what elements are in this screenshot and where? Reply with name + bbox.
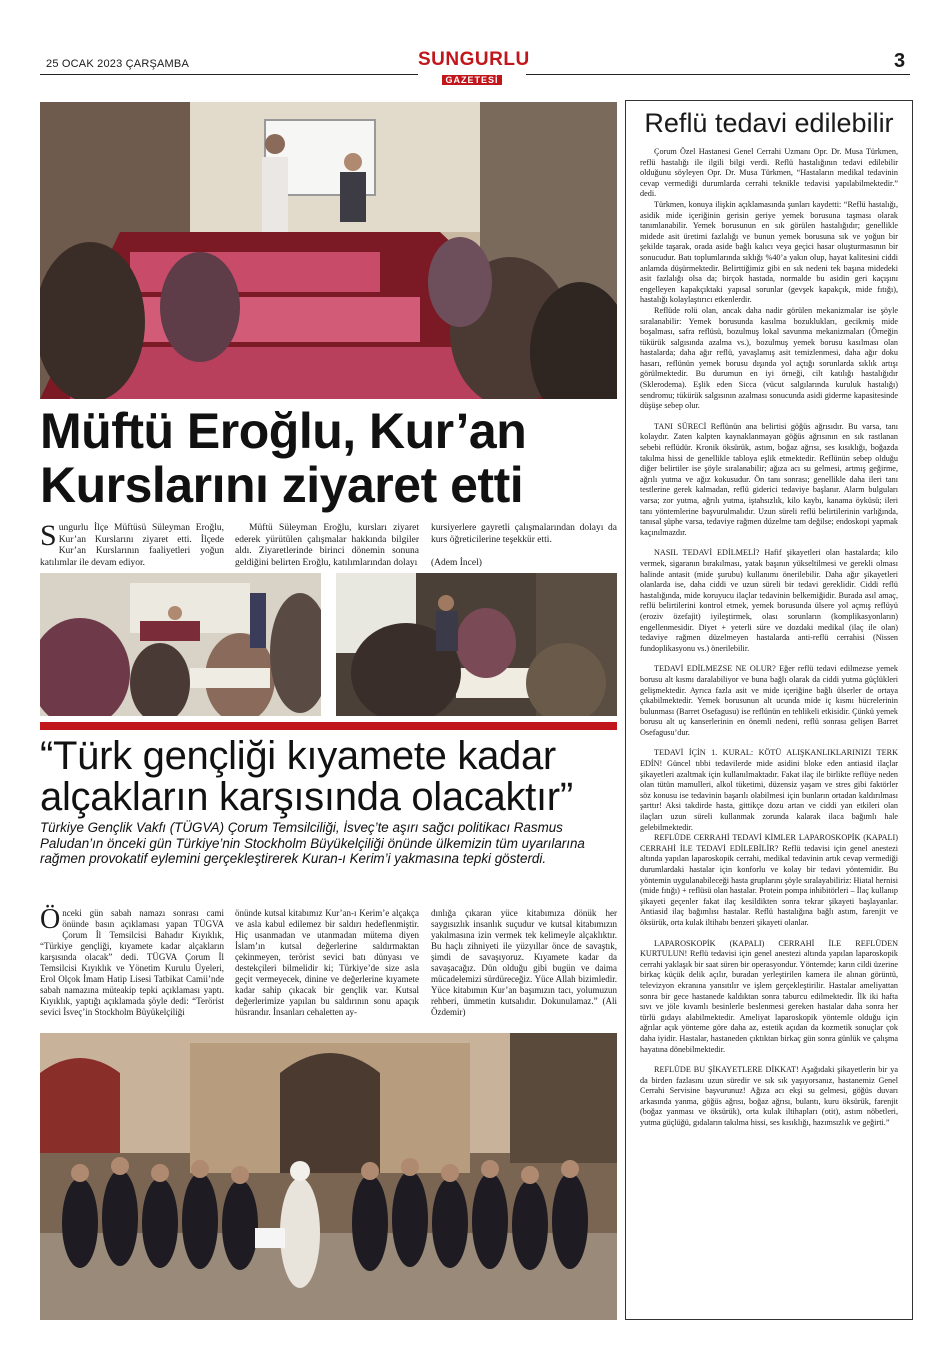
story2-dropcap: Ö xyxy=(40,904,61,935)
story1-byline: (Adem İncel) xyxy=(431,558,482,569)
issue-date: 25 OCAK 2023 ÇARŞAMBA xyxy=(46,58,189,70)
story2-headline: “Türk gençliği kıyamete kadar alçakların karşısında olacaktır” xyxy=(40,734,573,819)
story2-col2-text: önünde kutsal kitabımız Kur’an-ı Kerim’e alçakça ve asla kabul edilemez bir saldırı hedeflenmiştir. Hiç usanmadan ve utanmadan mütema diyen İslam’ın kutsal değerlerine saldırmaktan çekinmeyen, terörist sevici batı dünyası ve destekçileri bilmelidir ki; Türkiye’de size asla geçit vermeyecek, dinine ve değerlerine kıyamete kadar sahip çıkacak bir gençlik var. Kutsal değerlerimize yapılan bu saldırının sonu apaçık hüsrandır. İnsanları cehaletten ay- xyxy=(235,908,419,1017)
story1-col1-text: ungurlu İlçe Müftüsü Süleyman Eroğlu, Kur’an Kurslarını ziyaret etti. İlçede Kur’an Kurslarının faaliyetleri yoğun katılımlar ile devam ediyor. xyxy=(40,523,224,568)
story1-col2 xyxy=(235,523,419,569)
sidebar-paragraph: REFLÜDE BU ŞİKAYETLERE DİKKAT! Aşağıdaki şikayetlerin bir ya da birden fazlasını uzun süredir ve sık sık yaşıyorsanız, hastanemiz Genel Cerrahi Servisine başvurunuz! Ağıza acı ekşi su gelmesi, göğüs duvarı arkasında yanma, göğüs ağrısı, boğaz ağrısı, bulantı, kuru öksürük, farenjit (boğaz yanması ve öksürük), orta kulak iltihapları (otit), astım nöbetleri, yutma güçlüğü, gıdaların takılma hissi, ses kısıklığı, hazımsızlık ve geğirti.” xyxy=(640,1065,898,1128)
masthead-subtitle: GAZETESİ xyxy=(442,75,501,85)
story1-col3 xyxy=(431,523,617,570)
story2-col2 xyxy=(235,908,419,1018)
classroom-photo xyxy=(40,102,617,399)
sidebar-paragraph: TEDAVİ EDİLMEZSE NE OLUR? Eğer reflü tedavi edilmezse yemek borusu alt kısmı daralabiliyor ve buna bağlı olarak da ciddi yutma güçlükleri gelişmektedir. Ayrıca fazla asit ve mide içeriğine bağlı ülserler de ortaya çıkabilmektedir. Yemek borusunun alt ucunda mide iç kısmı hücrelerinin bulunması (Barret Osefagusu) ise reflünün en tehlikeli etkisidir. Çünkü yemek borusu alt uç kanserlerinin en önemli nedeni, reflü sonrası gelişen Barret Osefagusu’dur. xyxy=(640,664,898,737)
masthead-logo xyxy=(418,49,530,86)
page-number: 3 xyxy=(894,50,906,72)
sidebar-paragraph: LAPAROSKOPİK (KAPALI) CERRAHİ İLE REFLÜDEN KURTULUN! Reflü tedavisi için genel anestezi altında yapılan laparoskopik cerrahi yaklaşık bir saat süren bir operasyondur. Yöntemde; karın cildi üzerine birkaç küçük delik açılır, buradan yerleştirilen kamera ile alınan görüntü, televizyon ekranına yansıtılır ve işlem gerçekleştirilir. Hastalar ameliyattan sonra bir gece hastanede kaldıktan sonra taburcu edilmektedir. İlk iki hafta sıvı ve jöle kıvamlı besinlerle beslenmesi gereken hastalar daha sonra her türlü gıdayı alabilmektedir. Ameliyat laparoskopik yöntemle olduğu için ağrılar açık yönteme göre daha az, estetik açıdan da kozmetik sonuçlar çok daha iyidir. Hastalar, hastaneden çıktıktan birkaç gün sonra günlük ve çalışma hayatına dönebilmektedir. xyxy=(640,938,898,1054)
story1-col1 xyxy=(40,519,224,569)
mosque-group-photo xyxy=(40,1033,617,1320)
classroom-photo-3 xyxy=(336,573,617,716)
sidebar-paragraph: TANI SÜRECİ Reflünün ana belirtisi göğüs ağrısıdır. Bu varsa, tanı kolaydır. Zaten kalpten kaynaklanmayan göğüs ağrısının en sık rastlanan sebebi reflüdür. Kronik öksürük, astım, boğaz ağrısı, ses kısıklığı, boğazda takılma hissi de genellikle tabloya eşlik etmektedir. Reflünün sebep olduğu diğer belirtiler ise şöyle sıralanabilir; ağıza acı su gelmesi, artmış geğirme, ağrılı yutma ve ağız kokusudur. Ön tanı sonrası; genellikle daha ileri tanı testlerine gerek kalmadan, reflü giderici tedaviye başlanır. Alarm bulguları varsa; zor yutma, ağrılı yutma, iştahsızlık, kilo kaybı, kanama öyküsü; ileri tanı yöntemlerine başvurulmalıdır. Uzun süreli reflü belirtilerinin varlığında, tanısal şüphe varsa, tedaviye rağmen düzelme tam değilse; endoskopi yapmak kaçınılmazdır. xyxy=(640,421,898,537)
masthead-title: SUNGURLU xyxy=(418,49,530,70)
sidebar-paragraph: Çorum Özel Hastanesi Genel Cerrahi Uzmanı Opr. Dr. Musa Türkmen, reflü hastalığı ile ilgili bilgi verdi. Reflü hastalığının tedavi edilebilir olduğunu söyleyen Opr. Dr. Musa Türkmen, “Hastaların medikal tedavinin cevap vermediği durumlarda cerrahi teknikle tedavisi yapılabilmektedir.” dedi. xyxy=(640,147,898,199)
sidebar-title: Reflü tedavi edilebilir xyxy=(644,108,894,138)
sidebar-paragraph: REFLÜDE CERRAHİ TEDAVİ KİMLER LAPAROSKOPİK (KAPALI) CERRAHİ İLE TEDAVİ EDİLEBİLİR? Reflü tedavisi için genel anestezi altında yapılan laparoskopik cerrahi, medikal tedavinin artık cevap vermediği durumlardaki hastalar için konforlu ve kolay bir tedavi yöntemidir. Bu yöntemin uygulanabileceği hasta gruplarını şöyle sıralayabiliriz: Hiatal hernisi (mide fıtığı) + reflüsü olan hastalar. Protein pompa inhibitörleri – İlaç kullanıp şikayeti geçenler fakat ilaç kesildikten sonra tekrar şikayeti başlayanlar. Antiasid ilaç bağımlısı hastalar. Reflü hastalığına bağlı astım, farenjit ve öksürük, orta kulak iltihabı benzeri şikayeti olanlar. xyxy=(640,833,898,927)
section-divider xyxy=(40,722,617,730)
story2-subhead: Türkiye Gençlik Vakfı (TÜGVA) Çorum Temsilciliği, İsveç’te aşırı sağcı politikacı Rasmus Paludan’ın önceki gün Türkiye’nin Stockholm Büyükelçiliği önünde ülkemizin tüm uyarılarına rağmen provokatif eylemini gerçekleştirerek Kuran-ı Kerim’i yakmasına tepki gösterdi. xyxy=(40,820,585,867)
sidebar-paragraph: TEDAVİ İÇİN 1. KURAL: KÖTÜ ALIŞKANLIKLARINIZI TERK EDİN! Güncel tıbbi tedavilerde mide asidini bloke eden antiasid ilaçlar şikayetleri azaltmak için kullanılmaktadır. Fakat ilaç ile birlikte reflüye neden olan tütün mamulleri, alkol tüketimi, düzensiz yaşam ve stres gibi faktörler söz konusu ise tedavinin başarılı olabilmesi için bunların ortadan kaldırılması şarttır! Aksi takdirde hasta, gittikçe dozu artan ve ciddi yan etkileri olan ilaçları uzun süreli kullanmak zorunda kalarak ilaca bağımlı hale gelebilmektedir. xyxy=(640,748,898,832)
story1-dropcap: S xyxy=(40,519,57,552)
story1-col3-text: kursiyerlere gayretli çalışmalarından dolayı da kurs öğreticilerine teşekkür etti. xyxy=(431,523,617,545)
story1-col2-text: Müftü Süleyman Eroğlu, kursları ziyaret ederek yürütülen çalışmalar hakkında bilgiler aldı. Ziyaretlerinde birinci dönemin sonuna geldiğini belirten Eroğlu, katılımlarından dolayı xyxy=(235,523,419,568)
story2-col3-text: dınlığa çıkaran yüce kitabımıza dönük her saygısızlık insanlık suçudur ve kutsal kitabımızın yakılmasına izin vermek tek kelimeyle alçaklıktır. Bu haçlı zihniyeti ile yüzyıllar önce de savaştık, şimdi de savaşıyoruz. Kıyamete kadar da savaşacağız. Dün olduğu gibi bugün ve daima mücadelemizi sürdüreceğiz. Yüce Allah bizimledir. Yüce kitabımın Kur’an başımızın tacı, yolumuzun rehberi, ümmetin kutsalıdır. Dokunulamaz.” (Ali Özdemir) xyxy=(431,908,617,1017)
sidebar-paragraph: NASIL TEDAVİ EDİLMELİ? Hafif şikayetleri olan hastalarda; kilo vermek, sigaranın bırakılması, yatak başının yükseltilmesi ve gerekli olması halinde antasit (mide şurubu) kullanımı önerilebilir. Daha ağır şikayetleri olanlarda ise, daha ciddi ve uzun süreli bir tedavi gereklidir. Ciddi reflü hastalığında, mide koruyucu ilaçlar tedavinin belkemiğidir. Burada asıl amaç, reflü belirtilerini kontrol etmek, yemek borusunda ülsere yol açmış reflüyü (eroziv özefajit) iyileştirmek, olası sorunların (komplikasyonların) engellenmesidir. Diyet + yeterli süre ve dozdaki medikal (ilaç ile olan) tedaviye rağmen düzelmeyen hastalarda anti-reflü cerrahisi (Nissen fundoplikasyonu vs.) önerilebilir. xyxy=(640,548,898,653)
sidebar-body xyxy=(640,147,898,1129)
sidebar-paragraph: Reflüde rolü olan, ancak daha nadir görülen mekanizmalar ise şöyle sıralanabilir: Yemek borusunda kasılma bozuklukları, gecikmiş mide boşalması, safra reflüsü, bozulmuş lokal savunma mekanizmaları (Örneğin tükürük salgısında azalma vs.), bozulmuş yemek borusu kasılması olan hastalarda; daha ağır reflü, yavaşlamış asit temizlenmesi, daha ağır doku hasarı, reflünün yemek borusu dışında yol açtığı sorunlarda sıklık artışı görülmektedir. Bu durumun en iyi örneği, cilt katılığı hastalığıdır (Sklerodema). Eşlik eden Sicca (vücut salgılarında kuruluk hastalığı) sendromu; tükürük salgısının azalması sonucunda asidi giderme kapasitesinde düşüşe sebep olur. xyxy=(640,305,898,411)
story2-col1 xyxy=(40,904,224,1018)
story2-col1-text: nceki gün sabah namazı sonrası cami önünde basın açıklaması yapan TÜGVA Çorum İl Temsilcisi Bahadır Kıyıklık, “Türkiye gençliği, kıyamete kadar alçakların karşısında olacak” dedi. TÜGVA Çorum İl Temsilcisi Kıyıklık ve Yönetim Kurulu Üyeleri, Erol Olçok İmam Hatip Lisesi Tatbikat Camii’nde sabah namazına müteakip tepki açıklaması yaptı. Kıyıklık, yaptığı açıklamada şöyle dedi: “Terörist sevici İsveç’in Stockholm Büyükelçiliği xyxy=(40,908,224,1017)
story2-col3 xyxy=(431,908,617,1018)
sidebar-paragraph: Türkmen, konuya ilişkin açıklamasında şunları kaydetti: “Reflü hastalığı, asidik mide içeriğinin gerisin geriye yemek borusuna taşması olarak tanımlanabilir. Yemek borusunun en sık görülen hastalığıdır; genellikle midede asit üretimi fazlalığı ve bunun yemek borusuna sık ve yoğun bir şekilde taşarak, orada aside bağlı kalıcı veya geçici hasar oluşturmasının bir sonucudur. Batı toplumlarında sıklığı %40’a yakın olup, hayat kalitesini ciddi anlamda düşürmektedir. Belirttiğimiz gibi en sık nedeni tek başına midedeki asit fazlalığı olsa da; birçok hastada, normalde bu asidin geri kaçışını engelleyen kapakçıktaki yapısal sorunlar (gevşek kapakçık, mide fıtığı), hastalığı kolaylaştırıcı etkenlerdir. xyxy=(640,199,898,305)
classroom-photo-2 xyxy=(40,573,321,716)
story1-headline: Müftü Eroğlu, Kur’an Kurslarını ziyaret etti xyxy=(40,403,527,513)
